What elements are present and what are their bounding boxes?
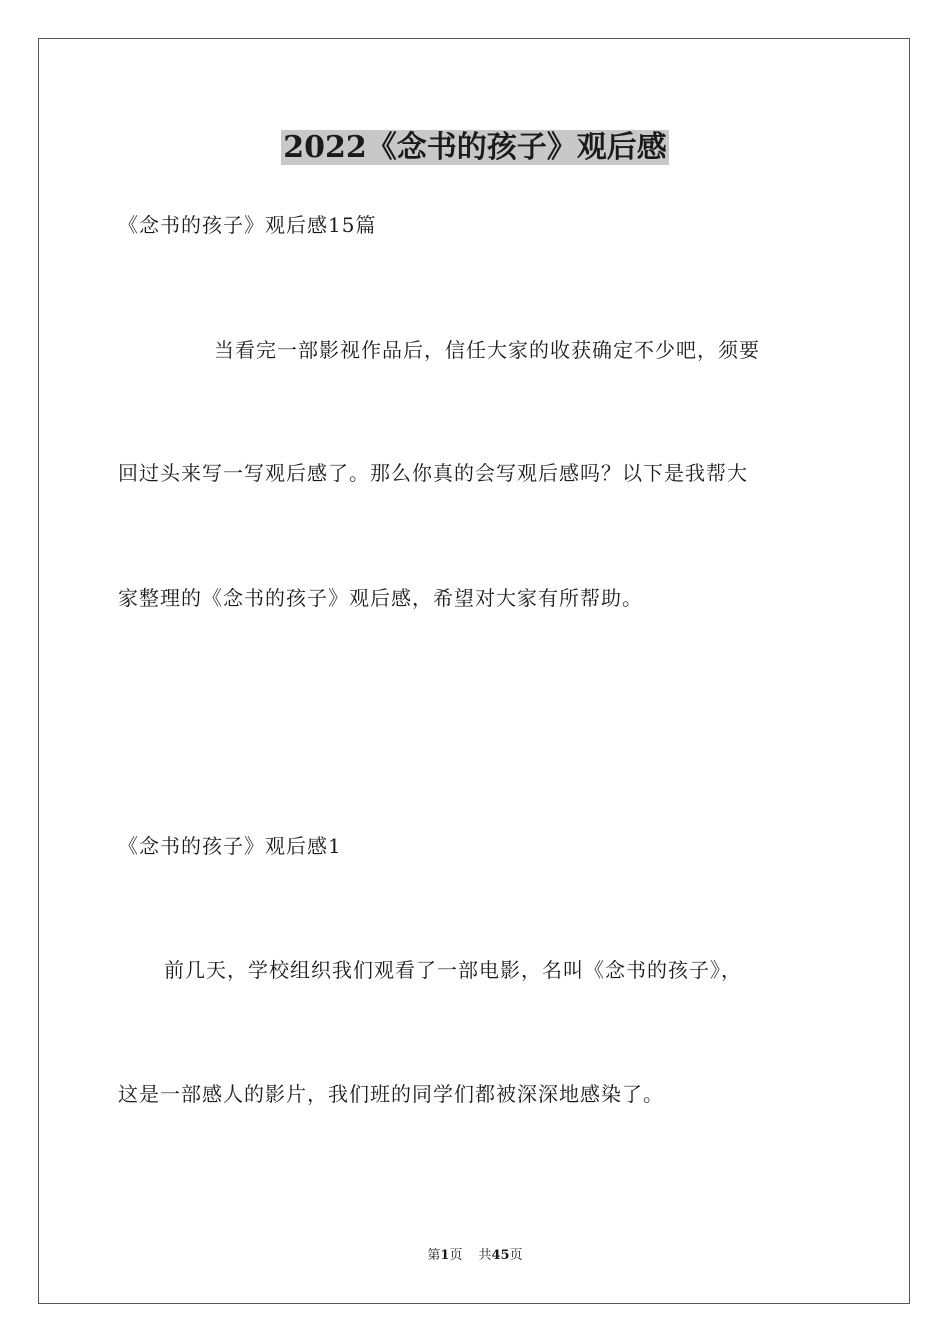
intro-paragraph-line-3: 家整理的《念书的孩子》观后感，希望对大家有所帮助。 xyxy=(118,586,643,610)
section-paragraph-line-1: 前几天，学校组织我们观看了一部电影，名叫《念书的孩子》， xyxy=(164,958,742,982)
footer-page-suffix: 页 xyxy=(449,1248,463,1263)
page-footer xyxy=(0,1247,950,1265)
footer-page-number: 1 xyxy=(440,1248,450,1263)
document-title-text: 2022《念书的孩子》观后感 xyxy=(283,130,667,165)
document-title xyxy=(0,128,950,168)
intro-paragraph-line-1: 当看完一部影视作品后，信任大家的收获确定不少吧，须要 xyxy=(214,338,760,362)
footer-page-prefix: 第 xyxy=(427,1248,441,1263)
footer-total-pages: 45 xyxy=(491,1248,510,1263)
section-paragraph-line-2: 这是一部感人的影片，我们班的同学们都被深深地感染了。 xyxy=(118,1082,664,1106)
footer-total-prefix: 共 xyxy=(478,1248,492,1263)
footer-total-suffix: 页 xyxy=(509,1248,523,1263)
intro-paragraph-line-2: 回过头来写一写观后感了。那么你真的会写观后感吗？以下是我帮大 xyxy=(118,461,748,485)
document-subtitle: 《念书的孩子》观后感15篇 xyxy=(118,213,377,237)
section-heading: 《念书的孩子》观后感1 xyxy=(118,834,342,858)
